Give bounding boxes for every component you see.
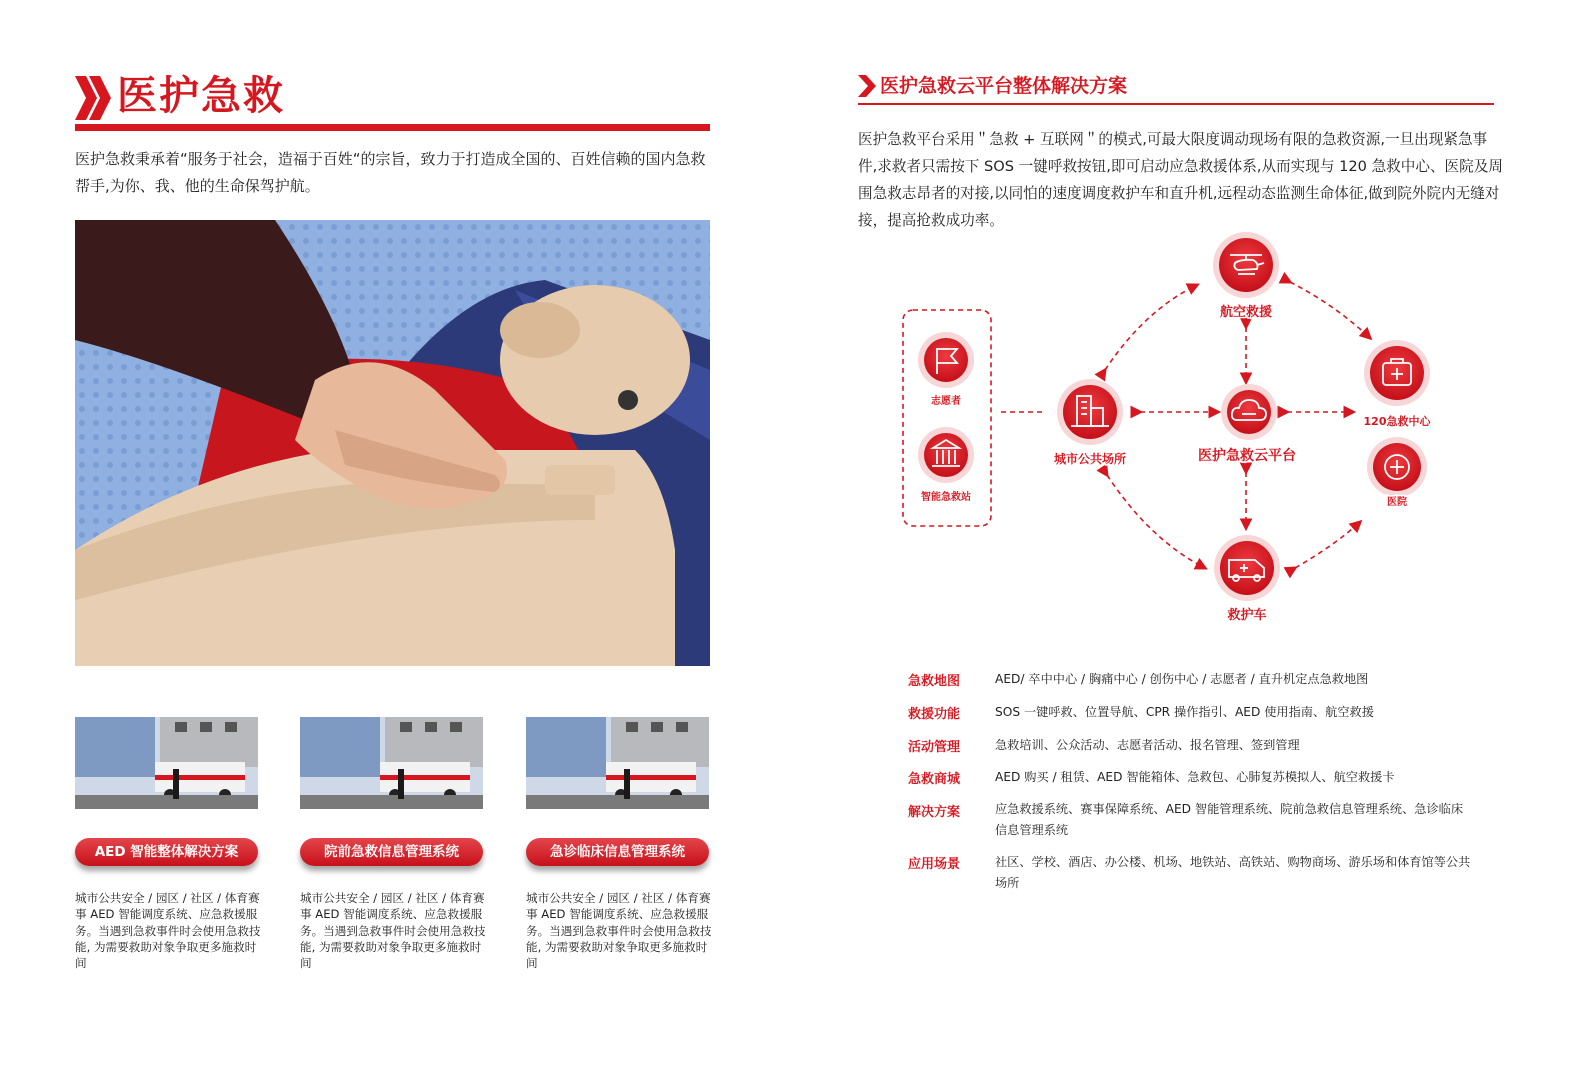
ambulance-thumbnail [75, 717, 258, 809]
page-title: 医护急救 [117, 73, 285, 119]
left-header [75, 70, 710, 132]
hospital-node [1367, 437, 1427, 497]
card-caption: 城市公共安全 / 园区 / 社区 / 体育赛事 AED 智能调度系统、应急救援服务。当遇到急救事件时会使用急救技能, 为需要救助对象争取更多施救时间 [526, 891, 712, 971]
feature-value: 应急救援系统、赛事保障系统、AED 智能管理系统、院前急救信息管理系统、急诊临床信息管理系统 [995, 802, 1464, 837]
node-label-center: 医护急救云平台 [1198, 448, 1296, 464]
title-underline [75, 124, 710, 131]
feature-value: SOS 一键呼救、位置导航、CPR 操作指引、AED 使用指南、航空救援 [995, 705, 1374, 719]
node-label-120: 120急救中心 [1363, 415, 1431, 428]
solution-pill-prehospital[interactable]: 院前急救信息管理系统 [300, 838, 483, 866]
feature-label: 急救商城 [908, 772, 961, 787]
feature-value: AED/ 卒中中心 / 胸痛中心 / 创伤中心 / 志愿者 / 直升机定点急救地图 [995, 672, 1369, 686]
platform-intro: 医护急救平台采用＂急救 + 互联网＂的模式,可最大限度调动现场有限的急救资源,一旦出现紧急事件,求救者只需按下 SOS 一键呼救按钮,即可启动应急救援体系,从而实现与 120 急救中心、医院及周围急救志昂者的对接,以同怕的速度调度救护车和直升机,远程动态监测生命体征,做到院外院内无缝对接，提高抢救成功率。 [858, 131, 1503, 229]
double-chevron-icon [75, 76, 111, 120]
feature-label: 活动管理 [908, 740, 961, 755]
node-label-hospital: 医院 [1387, 497, 1407, 508]
platform-diagram [895, 230, 1455, 630]
feature-value: 社区、学校、酒店、办公楼、机场、地铁站、高铁站、购物商场、游乐场和体育馆等公共场所 [995, 855, 1471, 890]
node-label-ambulance: 救护车 [1227, 608, 1267, 623]
intro-paragraph: 医护急救秉承着“服务于社会，造福于百姓“的宗旨，致力于打造成全国的、百姓信赖的国内急救帮手,为你、我、他的生命保驾护航。 [75, 150, 706, 195]
feature-value: 急救培训、公众活动、志愿者活动、报名管理、签到管理 [995, 738, 1300, 752]
feature-label: 急救地图 [908, 674, 961, 689]
feature-label: 救援功能 [908, 707, 961, 722]
node-label-volunteer: 志愿者 [931, 396, 961, 407]
card-caption: 城市公共安全 / 园区 / 社区 / 体育赛事 AED 智能调度系统、应急救援服务。当遇到急救事件时会使用急救技能, 为需要救助对象争取更多施救时间 [300, 891, 486, 971]
chevron-icon [858, 75, 876, 97]
feature-label: 解决方案 [908, 805, 961, 820]
solution-pill-emergency[interactable]: 急诊临床信息管理系统 [526, 838, 709, 866]
section-underline [858, 103, 1494, 105]
section-title: 医护急救云平台整体解决方案 [880, 75, 1128, 97]
node-label-air: 航空救援 [1219, 305, 1273, 320]
ambulance-thumbnail [526, 717, 709, 809]
solution-pill-aed[interactable]: AED 智能整体解决方案 [75, 838, 258, 866]
cloud-platform-node [1221, 384, 1277, 440]
feature-label: 应用场景 [908, 857, 961, 872]
card-caption: 城市公共安全 / 园区 / 社区 / 体育赛事 AED 智能调度系统、应急救援服务。当遇到急救事件时会使用急救技能, 为需要救助对象争取更多施救时间 [75, 891, 261, 971]
feature-value: AED 购买 / 租赁、AED 智能箱体、急救包、心肺复苏模拟人、航空救援卡 [995, 770, 1395, 784]
right-header [858, 72, 1494, 106]
air-rescue-node [1213, 232, 1279, 298]
ambulance-thumbnail [300, 717, 483, 809]
node-label-public: 城市公共场所 [1053, 452, 1127, 466]
center120-node [1364, 340, 1430, 406]
node-label-station: 智能急救站 [921, 492, 971, 503]
ambulance-node [1214, 535, 1280, 601]
public-node [1057, 379, 1123, 445]
volunteer-node [918, 332, 974, 388]
cpr-photo [75, 220, 710, 666]
station-node [918, 427, 974, 483]
